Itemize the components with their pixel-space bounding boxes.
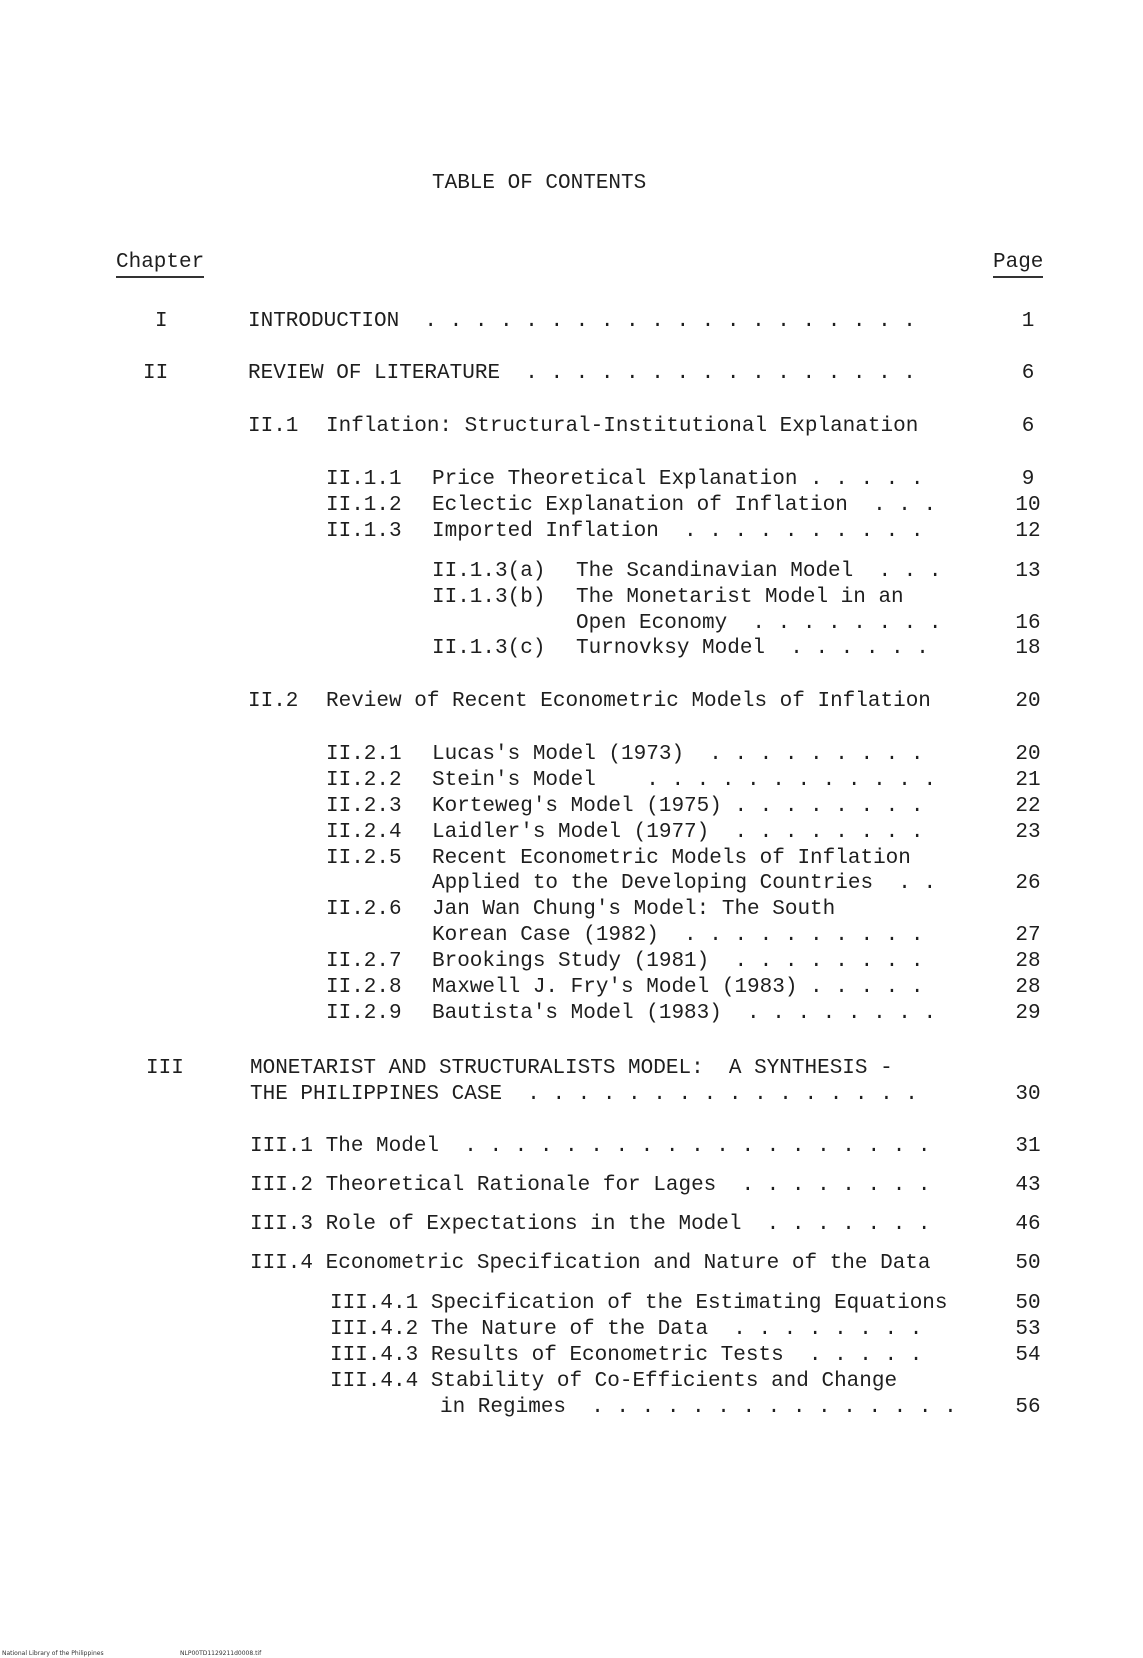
page-number: 23: [1015, 821, 1041, 844]
page-number: 1: [1021, 310, 1035, 333]
toc-entry: III.2 Theoretical Rationale for Lages . . . . . . . .: [250, 1174, 931, 1197]
page-number: 13: [1015, 560, 1041, 583]
page-number: 10: [1015, 494, 1041, 517]
page-number: 21: [1015, 769, 1041, 792]
toc-entry: in Regimes . . . . . . . . . . . . . . .: [440, 1396, 957, 1419]
toc-entry: Review of Recent Econometric Models of Inflation: [326, 690, 931, 713]
toc-entry: INTRODUCTION . . . . . . . . . . . . . . . . . . . .: [248, 310, 916, 333]
page-number: 16: [1015, 612, 1041, 635]
page-number: 12: [1015, 520, 1041, 543]
toc-entry: III.4.4 Stability of Co-Efficients and Change: [330, 1370, 898, 1393]
toc-entry: Imported Inflation . . . . . . . . . .: [432, 520, 924, 543]
section-number: II.2.9: [326, 1002, 402, 1025]
toc-entry: Applied to the Developing Countries . .: [432, 872, 937, 895]
toc-entry: III.4.3 Results of Econometric Tests . . . . .: [330, 1344, 923, 1367]
page-number: 20: [1015, 690, 1041, 713]
page-number: 18: [1015, 637, 1041, 660]
section-number: II.1.3(c): [432, 637, 546, 660]
toc-entry: III.1 The Model . . . . . . . . . . . . . . . . . . .: [250, 1135, 931, 1158]
page-header: Page: [993, 251, 1043, 278]
chapter-number: III: [146, 1057, 184, 1080]
toc-entry: The Scandinavian Model . . .: [576, 560, 942, 583]
page-number: 31: [1015, 1135, 1041, 1158]
section-number: II.2.2: [326, 769, 402, 792]
section-number: II.1.3(b): [432, 586, 546, 609]
toc-entry: Korteweg's Model (1975) . . . . . . . .: [432, 795, 924, 818]
toc-entry: III.3 Role of Expectations in the Model . . . . . . .: [250, 1213, 931, 1236]
toc-entry: REVIEW OF LITERATURE . . . . . . . . . . . . . . . .: [248, 362, 916, 385]
section-number: II.1.1: [326, 468, 402, 491]
section-number: II.2.3: [326, 795, 402, 818]
toc-entry: Stein's Model . . . . . . . . . . . .: [432, 769, 937, 792]
toc-entry: Price Theoretical Explanation . . . . .: [432, 468, 924, 491]
page-number: 28: [1015, 976, 1041, 999]
toc-entry: III.4.2 The Nature of the Data . . . . . . . .: [330, 1318, 923, 1341]
page-number: 50: [1015, 1252, 1041, 1275]
section-number: II.1: [248, 415, 299, 438]
section-number: II.1.2: [326, 494, 402, 517]
toc-entry: Maxwell J. Fry's Model (1983) . . . . .: [432, 976, 924, 999]
page-number: 20: [1015, 743, 1041, 766]
page-number: 22: [1015, 795, 1041, 818]
page-number: 56: [1015, 1396, 1041, 1419]
toc-entry: MONETARIST AND STRUCTURALISTS MODEL: A SYNTHESIS -: [250, 1057, 893, 1080]
section-number: II.2: [248, 690, 299, 713]
toc-entry: Laidler's Model (1977) . . . . . . . .: [432, 821, 924, 844]
chapter-header: Chapter: [116, 251, 204, 278]
toc-entry: Lucas's Model (1973) . . . . . . . . .: [432, 743, 924, 766]
section-number: II.2.7: [326, 950, 402, 973]
toc-entry: III.4.1 Specification of the Estimating Equations: [330, 1292, 948, 1315]
page-number: 9: [1021, 468, 1035, 491]
page-number: 29: [1015, 1002, 1041, 1025]
page-number: 53: [1015, 1318, 1041, 1341]
footer-filename: NLP00TD1129211d0008.tif: [180, 1650, 262, 1657]
section-number: II.2.8: [326, 976, 402, 999]
chapter-number: II: [143, 362, 169, 385]
toc-entry: Eclectic Explanation of Inflation . . .: [432, 494, 937, 517]
toc-entry: Open Economy . . . . . . . .: [576, 612, 942, 635]
toc-entry: Bautista's Model (1983) . . . . . . . .: [432, 1002, 937, 1025]
page-number: 27: [1015, 924, 1041, 947]
page-title: TABLE OF CONTENTS: [432, 172, 647, 195]
section-number: II.1.3(a): [432, 560, 546, 583]
page-number: 6: [1021, 415, 1035, 438]
toc-entry: Brookings Study (1981) . . . . . . . .: [432, 950, 924, 973]
section-number: II.2.6: [326, 898, 402, 921]
page-number: 50: [1015, 1292, 1041, 1315]
section-number: II.2.5: [326, 847, 402, 870]
page-number: 30: [1015, 1083, 1041, 1106]
page-number: 54: [1015, 1344, 1041, 1367]
toc-entry: THE PHILIPPINES CASE . . . . . . . . . . . . . . . .: [250, 1083, 918, 1106]
footer-library: National Library of the Philippines: [2, 1650, 104, 1657]
toc-entry: Turnovksy Model . . . . . .: [576, 637, 929, 660]
toc-entry: Jan Wan Chung's Model: The South: [432, 898, 836, 921]
page-number: 28: [1015, 950, 1041, 973]
toc-entry: Korean Case (1982) . . . . . . . . . .: [432, 924, 924, 947]
toc-entry: Recent Econometric Models of Inflation: [432, 847, 911, 870]
section-number: II.2.4: [326, 821, 402, 844]
chapter-number: I: [155, 310, 168, 333]
page-number: 26: [1015, 872, 1041, 895]
section-number: II.2.1: [326, 743, 402, 766]
toc-entry: III.4 Econometric Specification and Nature of the Data: [250, 1252, 931, 1275]
section-number: II.1.3: [326, 520, 402, 543]
toc-entry: The Monetarist Model in an: [576, 586, 904, 609]
toc-entry: Inflation: Structural-Institutional Explanation: [326, 415, 919, 438]
page-number: 43: [1015, 1174, 1041, 1197]
page-number: 6: [1021, 362, 1035, 385]
page-number: 46: [1015, 1213, 1041, 1236]
